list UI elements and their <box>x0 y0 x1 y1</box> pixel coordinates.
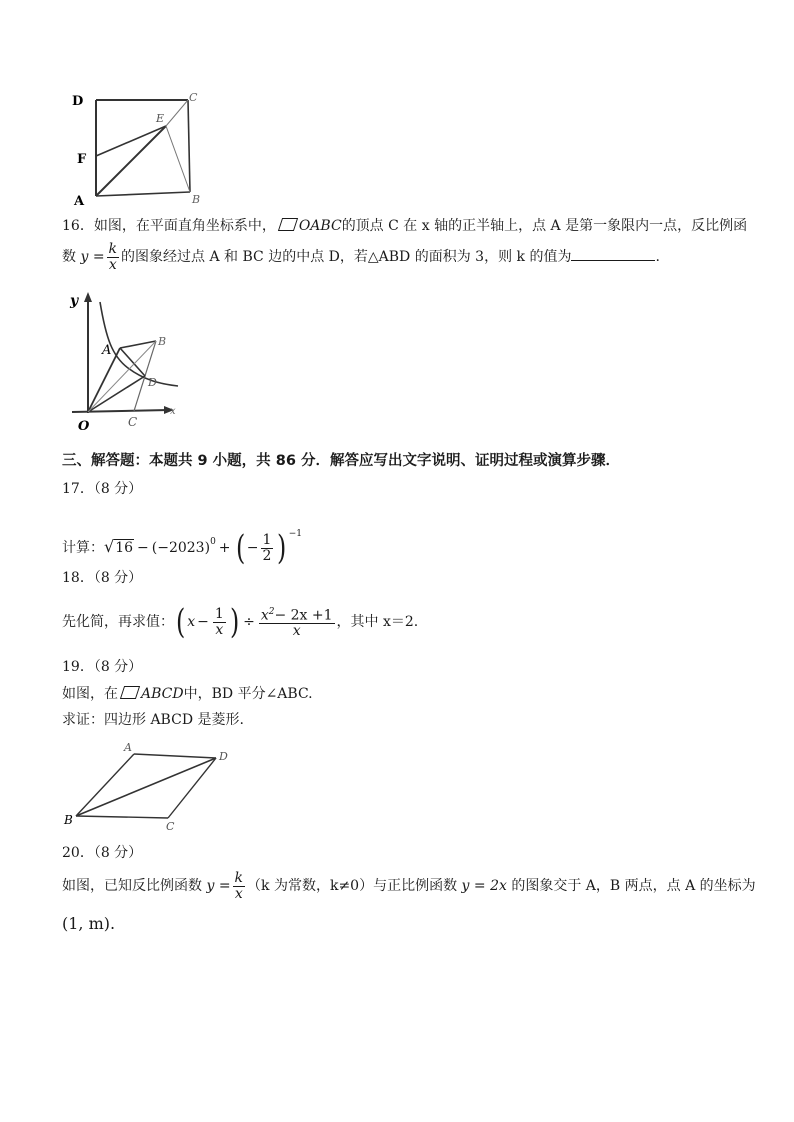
left-paren: ( <box>175 602 186 642</box>
edge-cb <box>188 100 190 192</box>
figure-16-coordinate-diagram <box>64 288 194 436</box>
q17-expression <box>62 514 302 568</box>
segment-eb <box>166 126 190 192</box>
q17-power-base: (−2023) <box>151 540 211 556</box>
diagonal-bd <box>76 758 216 816</box>
x-axis <box>72 410 169 412</box>
label-o: O <box>78 419 90 434</box>
q18-divide: ÷ <box>243 614 255 630</box>
q18-f2-num-x: x <box>260 607 269 624</box>
edge-ab <box>96 192 190 196</box>
q18-f1-num: 1 <box>214 605 224 622</box>
label-y: y <box>70 293 79 309</box>
label-a: A <box>74 194 85 209</box>
q16-line-1 <box>62 216 747 236</box>
q20-coordinate: (1, m) <box>62 914 111 933</box>
q20-func-num: k <box>234 869 244 886</box>
q16-line-2 <box>62 240 660 274</box>
q16-func-num: k <box>108 240 118 257</box>
q18-f2-num-rest: − 2x +1 <box>274 607 333 624</box>
label-d: D <box>148 376 157 389</box>
q17-exponent-neg1: −1 <box>288 529 302 539</box>
q20-text-end: . <box>110 914 116 933</box>
q17-plus: + <box>218 540 231 556</box>
q18-f2-num <box>259 605 335 625</box>
q18-term-x: x <box>187 614 196 630</box>
label-x: x <box>170 406 176 417</box>
q20-func-lhs: y = <box>206 878 231 894</box>
q16-answer-blank[interactable] <box>571 246 655 261</box>
label-d: D <box>72 94 84 109</box>
q16-func-fraction <box>107 242 119 273</box>
q16-text-1: 16．如图，在平面直角坐标系中， <box>62 218 276 234</box>
q19-text-1: 如图，在 <box>62 686 118 702</box>
segment-ob <box>88 341 156 412</box>
edge-ba <box>76 754 134 816</box>
q19-header: 19．（8 分） <box>62 659 143 675</box>
segment-ae <box>96 126 166 196</box>
right-paren: ) <box>229 602 240 642</box>
q17-neg-sign: − <box>246 540 259 556</box>
q17-header: 17．（8 分） <box>62 481 143 497</box>
q18-fraction-2 <box>259 605 335 640</box>
q16-text-4: 的图象经过点 A 和 BC 边的中点 D，若△ABD 的面积为 3，则 k 的值为 <box>121 249 572 265</box>
q20-text-2: （k 为常数，k≠0）与正比例函数 <box>247 878 462 894</box>
y-axis-arrow-icon <box>84 292 92 302</box>
figure-19-parallelogram-diagram <box>62 740 242 832</box>
label-a: A <box>124 741 132 754</box>
q18-expression <box>62 602 418 642</box>
q18-f2-den: x <box>292 623 301 640</box>
q18-f2-num-exp: 2 <box>268 606 275 617</box>
q19-line-2: 求证：四边形 ABCD 是菱形. <box>62 712 244 728</box>
parallelogram-icon <box>278 218 298 231</box>
q17-minus: − <box>137 540 149 556</box>
q16-text-end: . <box>655 249 660 265</box>
q18-fraction-1 <box>213 607 226 638</box>
edge-dc <box>168 758 216 818</box>
q17-fraction <box>261 533 274 564</box>
label-c: C <box>128 415 138 429</box>
q19-text-2: 中，BD 平分∠ABC. <box>183 686 313 702</box>
q16-shape-name: OABC <box>298 218 342 234</box>
q16-text-3: 数 <box>62 249 81 265</box>
sqrt-symbol: √ <box>104 537 115 556</box>
segment-fe <box>96 126 166 156</box>
q18-label: 先化简，再求值： <box>62 614 174 630</box>
q18-condition: ，其中 x＝2. <box>336 614 419 630</box>
edge-bc <box>76 816 168 818</box>
label-c: C <box>189 91 198 104</box>
q16-func-den: x <box>108 256 117 273</box>
q17-exponent-0: 0 <box>210 537 216 547</box>
q17-frac-num: 1 <box>262 531 272 548</box>
right-paren: ) <box>277 528 287 568</box>
q20-linear-func: y = 2x <box>461 878 507 894</box>
label-d: D <box>219 750 228 763</box>
q20-text-3: 的图象交于 A，B 两点，点 A 的坐标为 <box>506 878 756 894</box>
q20-func-den: x <box>234 885 243 902</box>
label-a: A <box>102 343 112 358</box>
q20-line-1 <box>62 868 756 904</box>
q17-label: 计算： <box>62 540 104 556</box>
label-b: B <box>192 193 201 206</box>
q16-func-lhs: y = <box>80 249 105 265</box>
q20-func-fraction <box>233 871 245 902</box>
label-b: B <box>158 335 167 348</box>
label-b: B <box>64 813 73 827</box>
label-c: C <box>166 820 175 832</box>
edge-ad <box>134 754 216 758</box>
q17-sqrt-arg: 16 <box>115 540 134 556</box>
q20-text-1: 如图，已知反比例函数 <box>62 878 207 894</box>
left-paren: ( <box>235 528 245 568</box>
q20-header: 20．（8 分） <box>62 845 143 861</box>
segment-ec <box>166 100 188 126</box>
parallelogram-icon <box>120 686 140 699</box>
figure-15-square-diagram <box>66 88 216 210</box>
q17-frac-den: 2 <box>262 547 272 564</box>
label-f: F <box>77 152 87 167</box>
q18-header: 18．（8 分） <box>62 570 143 586</box>
q19-shape-name: ABCD <box>141 686 184 702</box>
label-e: E <box>156 112 165 125</box>
q19-line-1 <box>62 684 313 704</box>
section-3-heading: 三、解答题：本题共 9 小题，共 86 分．解答应写出文字说明、证明过程或演算步骤． <box>62 453 620 469</box>
q18-f1-den: x <box>215 621 224 638</box>
q20-line-2 <box>62 914 115 934</box>
q18-minus: − <box>197 614 209 630</box>
q16-text-2: 的顶点 C 在 x 轴的正半轴上，点 A 是第一象限内一点，反比例函 <box>341 218 748 234</box>
